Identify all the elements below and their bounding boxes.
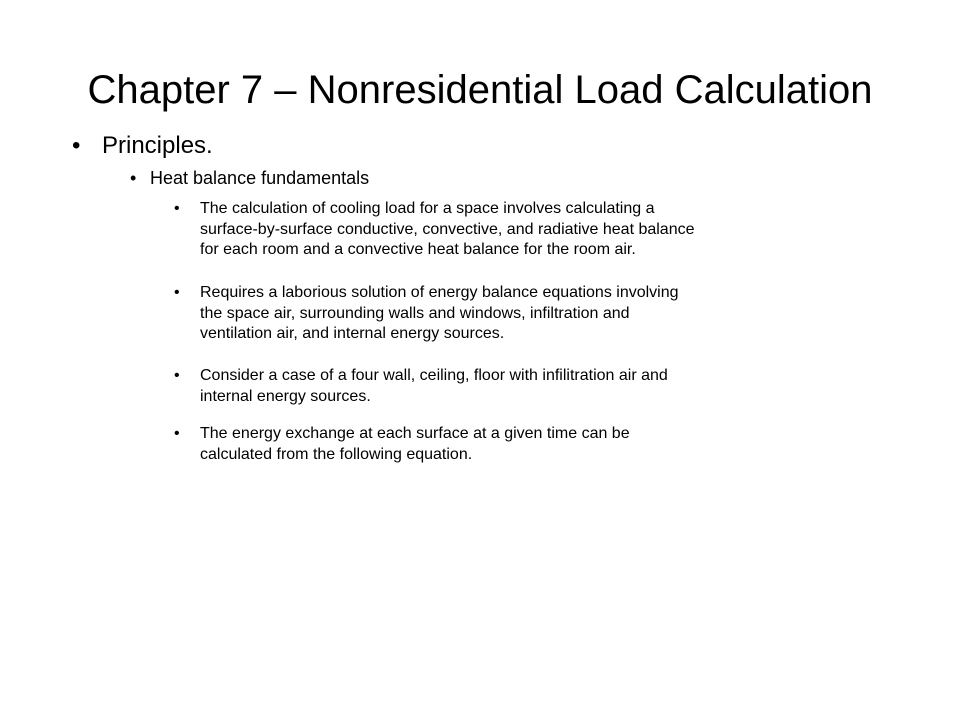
text-line: the space air, surrounding walls and windows, infiltration and xyxy=(200,304,630,322)
bullet-level3-item xyxy=(174,424,874,465)
bullet-text: Heat balance fundamentals xyxy=(150,168,370,188)
bullet-level3-item xyxy=(174,366,874,407)
text-line: Consider a case of a four wall, ceiling, floor with infilitration air and xyxy=(200,367,668,384)
text-line: for each room and a convective heat balance for the room air. xyxy=(200,241,636,258)
bullet-text xyxy=(200,424,874,465)
bullet-dot-icon: • xyxy=(130,168,137,188)
bullet-text: Principles. xyxy=(102,132,213,159)
text-line: The calculation of cooling load for a space involves calculating a xyxy=(200,200,655,217)
bullet-level1 xyxy=(72,130,213,162)
bullet-dot-icon: • xyxy=(174,284,180,301)
text-line: ventilation air, and internal energy sources. xyxy=(200,325,505,342)
bullet-level3-item xyxy=(174,199,874,261)
bullet-dot-icon: • xyxy=(174,425,180,442)
bullet-text xyxy=(200,283,874,345)
slide-title: Chapter 7 – Nonresidential Load Calculation xyxy=(87,68,873,112)
text-line: The energy exchange at each surface at a given time can be xyxy=(200,425,630,442)
bullet-level3-item xyxy=(174,283,874,345)
text-line: internal energy sources. xyxy=(200,387,371,405)
bullet-text xyxy=(200,366,874,407)
text-line: surface-by-surface conductive, convective, and radiative heat balance xyxy=(200,220,695,238)
bullet-dot-icon: • xyxy=(72,132,81,159)
text-line: calculated from the following equation. xyxy=(200,445,473,463)
bullet-level2 xyxy=(130,165,369,191)
bullet-text xyxy=(200,199,874,261)
bullet-dot-icon: • xyxy=(174,367,180,384)
bullet-dot-icon: • xyxy=(174,200,180,217)
text-line: Requires a laborious solution of energy balance equations involving xyxy=(200,284,679,301)
